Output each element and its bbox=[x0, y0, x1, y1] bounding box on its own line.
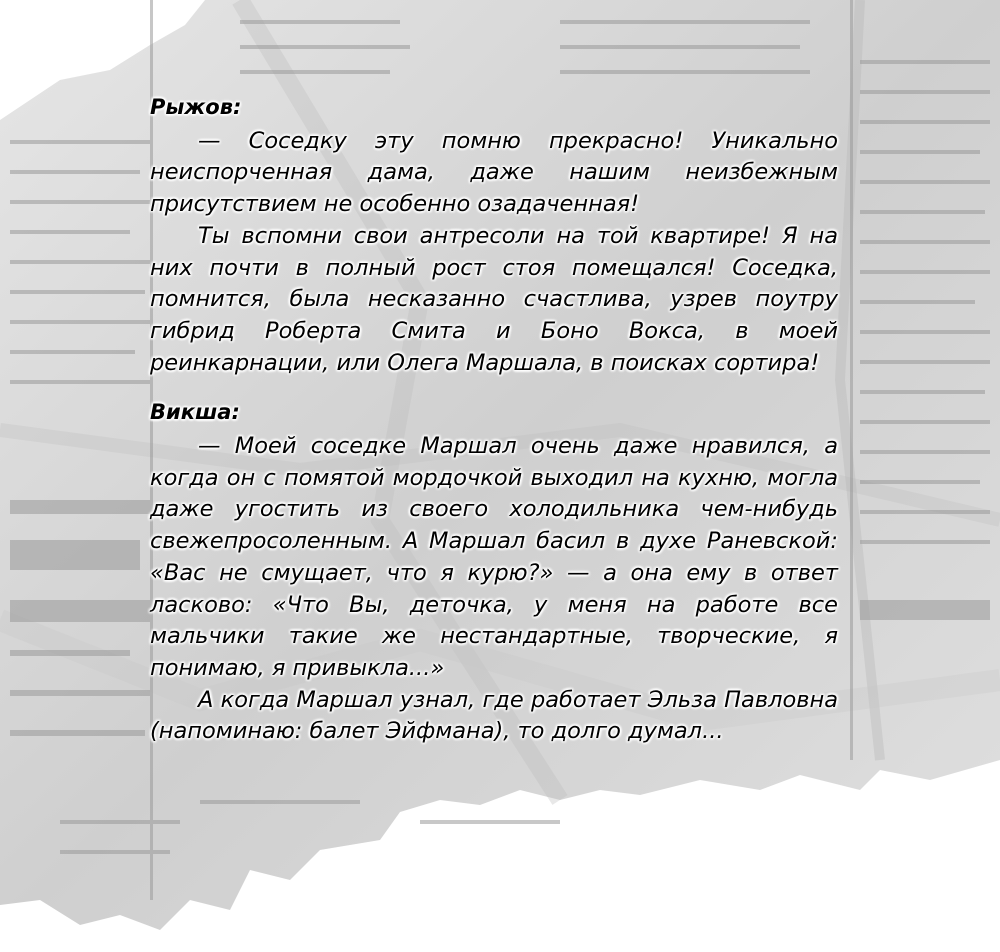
viksha-paragraph-1: — Моей соседке Маршал очень даже нравился, а когда он с помятой мордочкой выходил на кухню, могла даже угостить из своего холодильника чем-нибудь свежепросоленным. А Маршал басил в духе Раневской: «Вас не смущает, что я курю?» — а она ему в ответ ласково: «Что Вы, деточка, у меня на работе все мальчики такие же нестандартные, творческие, я понимаю, я привыкла...» bbox=[150, 433, 838, 681]
viksha-paragraph-2: А когда Маршал узнал, где работает Эльза Павловна (напоминаю: балет Эйфмана), то долго думал... bbox=[150, 686, 838, 745]
speaker-name-viksha: Викша: bbox=[150, 400, 240, 425]
speaker-name-ryzhov: Рыжов: bbox=[150, 95, 242, 119]
dialogue-text-block bbox=[150, 92, 838, 748]
ryzhov-paragraph-2: Ты вспомни свои антресоли на той квартире! Я на них почти в полный рост стоя помещался! Соседка, помнится, была несказанно счастлива, узрев поутру гибрид Роберта Смита и Боно Вокса, в моей реинкарнации, или Олега Маршала, в поисках сортира! bbox=[150, 222, 838, 376]
ryzhov-paragraph-1: — Соседку эту помню прекрасно! Уникально неиспорченная дама, даже нашим неизбежным присутствием не особенно озадаченная! bbox=[150, 127, 838, 218]
